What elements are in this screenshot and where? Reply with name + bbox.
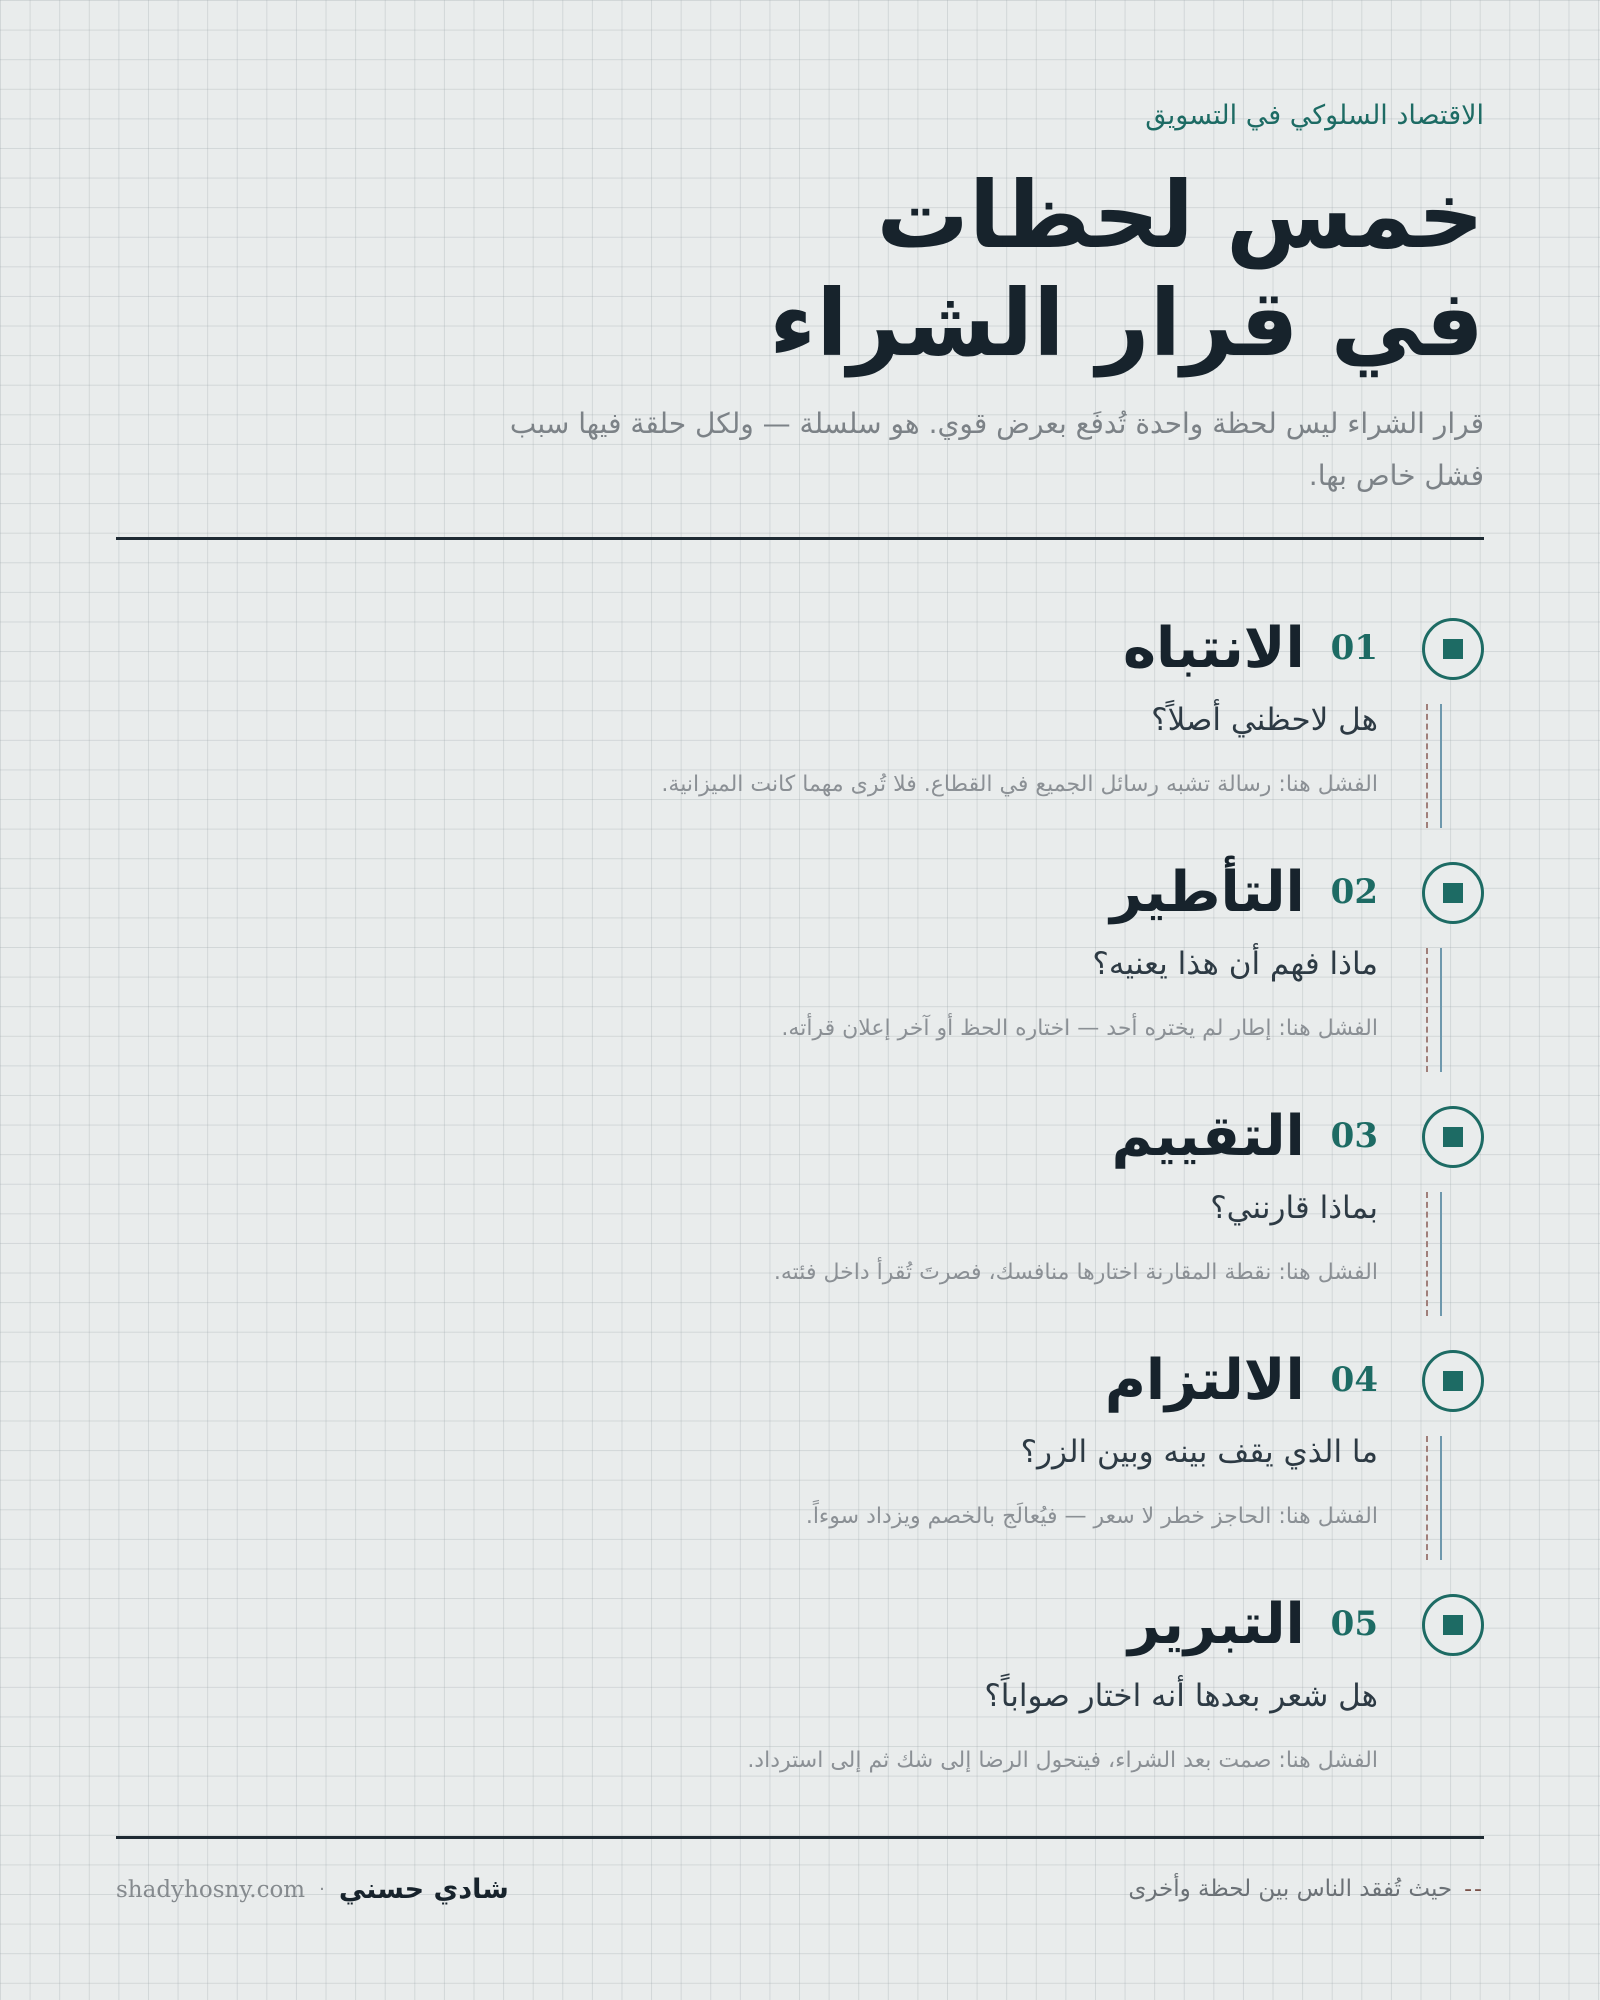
lede-paragraph: قرار الشراء ليس لحظة واحدة تُدفَع بعرض قوي. هو سلسلة — ولكل حلقة فيها سبب فشل خاص بها.	[509, 407, 1484, 492]
moment-name: التبرير	[1128, 1591, 1305, 1657]
footer-divider	[116, 1836, 1484, 1839]
title-line-1: خمس لحظات	[876, 162, 1484, 269]
kicker: الاقتصاد السلوكي في التسويق	[1145, 100, 1484, 131]
timeline-connector	[1422, 704, 1442, 828]
moment-heading	[1110, 850, 1378, 934]
author-name: شادي حسني	[338, 1874, 509, 1905]
moment-item	[116, 859, 1484, 1102]
timeline-connector	[1422, 1192, 1442, 1316]
tagline-marker: --	[1464, 1876, 1484, 1902]
moment-item	[116, 1591, 1484, 1834]
moment-failure: الفشل هنا: صمت بعد الشراء، فيتحول الرضا إلى شك ثم إلى استرداد.	[747, 1748, 1378, 1773]
moment-number: 01	[1330, 628, 1378, 668]
website-link[interactable]: shadyhosny.com	[116, 1876, 306, 1903]
title-line-2: في قرار الشراء	[769, 270, 1484, 377]
timeline-marker-icon	[1422, 862, 1484, 924]
timeline-marker-icon	[1422, 618, 1484, 680]
moment-name: التأطير	[1110, 859, 1305, 925]
moment-failure: الفشل هنا: الحاجز خطر لا سعر — فيُعالَج بالخصم ويزداد سوءاً.	[805, 1504, 1378, 1529]
moment-failure: الفشل هنا: إطار لم يختره أحد — اختاره الحظ أو آخر إعلان قرأته.	[781, 1016, 1378, 1041]
moment-question: بماذا قارنني؟	[1210, 1190, 1378, 1226]
moment-name: التقييم	[1111, 1103, 1305, 1169]
timeline-marker-icon	[1422, 1106, 1484, 1168]
moment-item	[116, 1103, 1484, 1346]
moment-heading	[1112, 1094, 1378, 1178]
timeline-marker-icon	[1422, 1350, 1484, 1412]
moment-item	[116, 615, 1484, 858]
tagline-text: حيث تُفقد الناس بين لحظة وأخرى	[1128, 1876, 1453, 1902]
moment-name: الالتزام	[1104, 1347, 1305, 1413]
moment-failure: الفشل هنا: رسالة تشبه رسائل الجميع في القطاع. فلا تُرى مهما كانت الميزانية.	[661, 772, 1378, 797]
moment-question: هل شعر بعدها أنه اختار صواباً؟	[984, 1678, 1378, 1714]
moment-name: الانتباه	[1122, 615, 1305, 681]
moment-number: 04	[1330, 1360, 1378, 1400]
moment-heading	[1123, 606, 1378, 690]
page-title	[769, 162, 1484, 378]
timeline-marker-icon	[1422, 1594, 1484, 1656]
moment-question: ماذا فهم أن هذا يعنيه؟	[1092, 946, 1378, 982]
moment-question: ما الذي يقف بينه وبين الزر؟	[1020, 1434, 1378, 1470]
moment-heading	[1105, 1338, 1378, 1422]
moment-number: 05	[1330, 1604, 1378, 1644]
separator-dot: ·	[319, 1879, 325, 1900]
moment-number: 02	[1330, 872, 1378, 912]
footer-tagline	[1128, 1876, 1484, 1902]
header-divider	[116, 537, 1484, 540]
timeline-connector	[1422, 948, 1442, 1072]
moment-number: 03	[1330, 1116, 1378, 1156]
moment-failure: الفشل هنا: نقطة المقارنة اختارها منافسك، فصرتَ تُقرأ داخل فئته.	[773, 1260, 1378, 1285]
moment-question: هل لاحظني أصلاً؟	[1151, 702, 1378, 738]
timeline-connector	[1422, 1436, 1442, 1560]
footer-brand	[116, 1874, 509, 1905]
moment-heading	[1128, 1582, 1378, 1666]
moment-item	[116, 1347, 1484, 1590]
